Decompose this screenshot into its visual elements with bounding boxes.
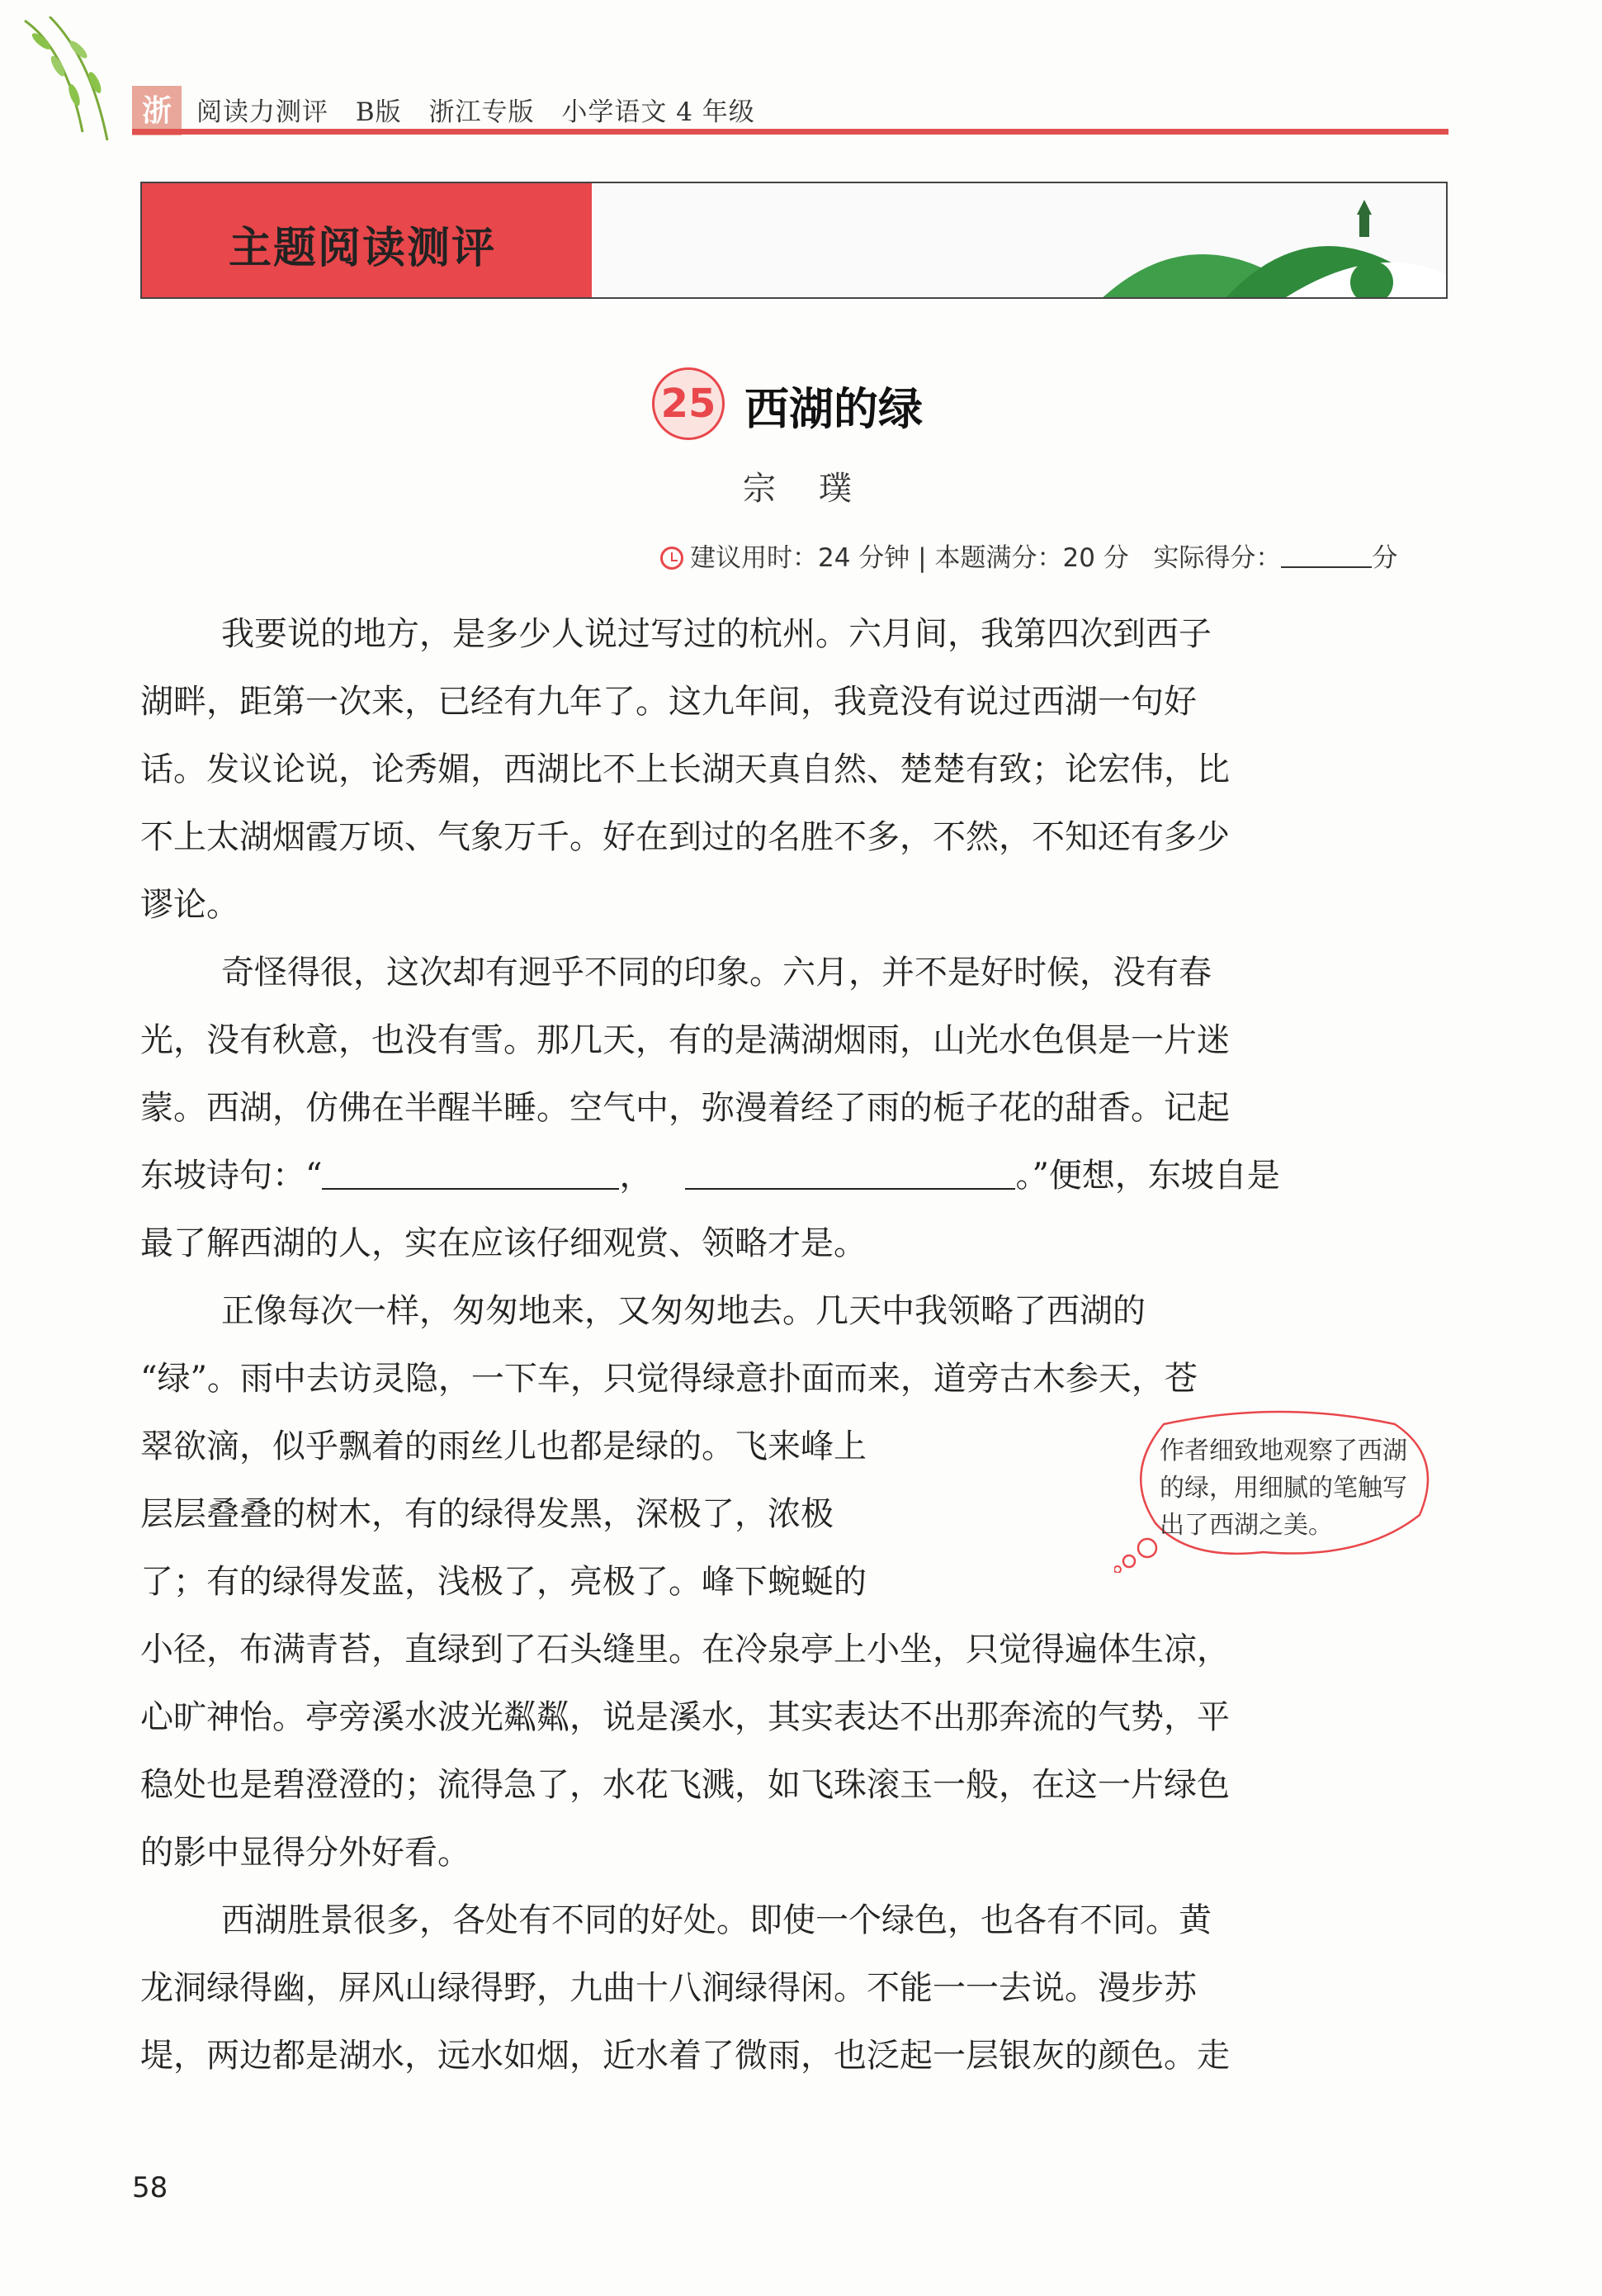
hill-pagoda-icon — [1099, 183, 1446, 299]
section-banner — [140, 182, 1448, 299]
page-number: 58 — [132, 2171, 168, 2204]
lesson-number: 25 — [652, 367, 725, 440]
text-line: 堤，两边都是湖水，远水如烟，近水着了微雨，也泛起一层银灰的颜色。走 — [140, 2037, 1230, 2075]
poem-intro: 东坡诗句：“ — [140, 1157, 323, 1195]
lesson-title: 西湖的绿 — [744, 383, 923, 435]
text-line: 西湖胜景很多，各处有不同的好处。即使一个绿色，也各有不同。黄 — [221, 1901, 1212, 1939]
poem-line — [140, 1149, 1280, 1196]
meta-info — [660, 537, 1397, 574]
actual-score-label: 实际得分： — [1153, 543, 1282, 573]
text-line: 稳处也是碧澄澄的；流得急了，水花飞溅，如飞珠滚玉一般，在这一片绿色 — [140, 1766, 1230, 1804]
text-line: 的影中显得分外好看。 — [140, 1834, 470, 1872]
poem-comma: ， — [619, 1157, 653, 1195]
text-line: 了；有的绿得发蓝，浅极了，亮极了。峰下蜿蜒的 — [140, 1563, 867, 1601]
score-unit: 分 — [1372, 543, 1398, 573]
text-line: 光，没有秋意，也没有雪。那几天，有的是满湖烟雨，山光水色俱是一片迷 — [140, 1021, 1230, 1059]
region-badge: 浙 — [132, 86, 182, 135]
text-line: 心旷神怡。亭旁溪水波光粼粼，说是溪水，其实表达不出那奔流的气势，平 — [140, 1698, 1230, 1736]
total-score: 本题满分：20 分 — [934, 543, 1129, 573]
grade: 小学语文 4 年级 — [561, 97, 755, 127]
text-line: 龙洞绿得幽，屏风山绿得野，九曲十八涧绿得闲。不能一一去说。漫步苏 — [140, 1969, 1197, 2007]
header-rule — [132, 129, 1448, 135]
text-line: 正像每次一样，匆匆地来，又匆匆地去。几天中我领略了西湖的 — [221, 1292, 1146, 1330]
poem-blank-2[interactable] — [685, 1160, 1015, 1190]
text-line: 最了解西湖的人，实在应该仔细观赏、领略才是。 — [140, 1224, 867, 1262]
text-line: 层层叠叠的树木，有的绿得发黑，深极了，浓极 — [140, 1495, 834, 1533]
text-line: 小径，布满青苔，直绿到了石头缝里。在冷泉亭上小坐，只觉得遍体生凉， — [140, 1631, 1230, 1669]
text-line: 翠欲滴，似乎飘着的雨丝儿也都是绿的。飞来峰上 — [140, 1427, 867, 1465]
poem-blank-1[interactable] — [322, 1160, 619, 1190]
region: 浙江专版 — [428, 97, 535, 127]
text-line: “绿”。雨中去访灵隐，一下车，只觉得绿意扑面而来，道旁古木参天，苍 — [140, 1360, 1198, 1398]
text-line: 我要说的地方，是多少人说过写过的杭州。六月间，我第四次到西子 — [221, 615, 1212, 653]
series-name: 阅读力测评 — [196, 97, 328, 127]
edition: B版 — [355, 97, 402, 127]
suggested-time: 建议用时：24 分钟 — [690, 543, 910, 573]
clock-icon — [660, 547, 683, 570]
margin-note — [1114, 1408, 1444, 1573]
actual-score-blank[interactable] — [1281, 545, 1372, 568]
text-line: 奇怪得很，这次却有迥乎不同的印象。六月，并不是好时候，没有春 — [221, 954, 1212, 992]
poem-outro: 。”便想，东坡自是 — [1015, 1157, 1280, 1195]
willow-leaves-icon — [17, 17, 149, 140]
text-line: 蒙。西湖，仿佛在半醒半睡。空气中，弥漫着经了雨的栀子花的甜香。记起 — [140, 1089, 1230, 1127]
text-line: 湖畔，距第一次来，已经有九年了。这九年间，我竟没有说过西湖一句好 — [140, 683, 1197, 721]
banner-title: 主题阅读测评 — [229, 223, 497, 273]
text-line: 谬论。 — [140, 886, 239, 924]
divider: | — [918, 543, 935, 573]
header-text — [196, 91, 773, 128]
text-line: 话。发议论说，论秀媚，西湖比不上长湖天真自然、楚楚有致；论宏伟，比 — [140, 750, 1230, 788]
text-line: 不上太湖烟霞万顷、气象万千。好在到过的名胜不多，不然，不知还有多少 — [140, 818, 1230, 856]
note-text: 作者细致地观察了西湖的绿，用细腻的笔触写出了西湖之美。 — [1160, 1437, 1407, 1540]
author: 宗璞 — [743, 470, 895, 508]
